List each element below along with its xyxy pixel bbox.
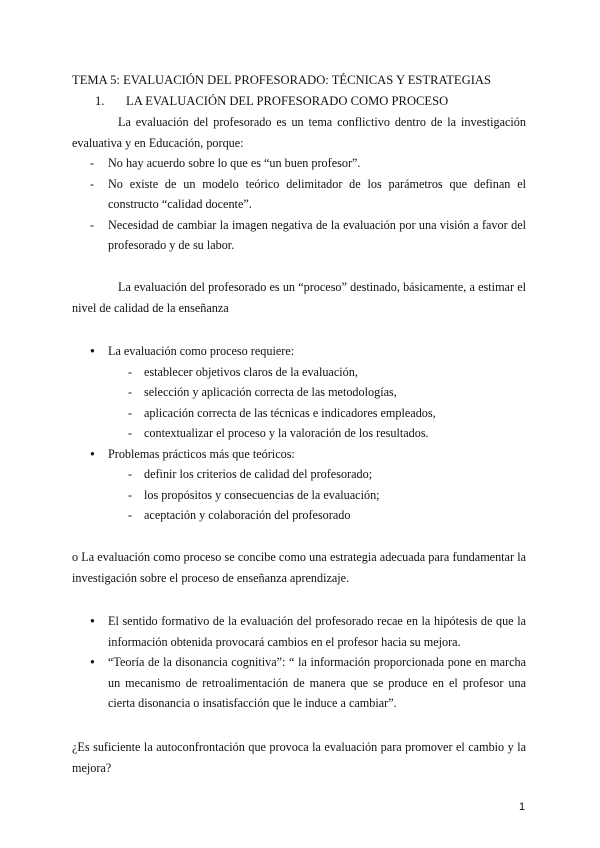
page-title: TEMA 5: EVALUACIÓN DEL PROFESORADO: TÉCNICAS Y ESTRATEGIAS (72, 73, 491, 87)
list-item: - No hay acuerdo sobre lo que es “un buen profesor”. (72, 153, 526, 174)
list-item: ● “Teoría de la disonancia cognitiva”: “ la información proporcionada pone en marcha un mecanismo de retroalimentación de manera que se produce en el profesor una cierta disonancia o insatisfacción que le induce a cambiar”. (72, 652, 526, 714)
intro-paragraph: La evaluación del profesorado es un tema conflictivo dentro de la investigación evaluativa y en Educación, porque: (72, 115, 526, 150)
list-item: - establecer objetivos claros de la evaluación, (72, 362, 526, 383)
reasons-list (72, 153, 526, 256)
list-item: - No existe de un modelo teórico delimitador de los parámetros que definan el constructo “calidad docente”. (72, 174, 526, 215)
page-number: 1 (519, 801, 526, 813)
list-item: - selección y aplicación correcta de las metodologías, (72, 382, 526, 403)
process-bullets (72, 341, 526, 526)
strategy-paragraph: o La evaluación como proceso se concibe como una estrategia adecuada para fundamentar la investigación sobre el proceso de enseñanza aprendizaje. (72, 550, 526, 585)
list-item: - contextualizar el proceso y la valoración de los resultados. (72, 423, 526, 444)
list-item: - los propósitos y consecuencias de la evaluación; (72, 485, 526, 506)
process-requires-sublist (72, 362, 526, 444)
section-heading (95, 91, 448, 112)
practical-problems-sublist (72, 464, 526, 526)
section-heading-text: LA EVALUACIÓN DEL PROFESORADO COMO PROCESO (126, 94, 449, 108)
practical-problems-label: Problemas prácticos más que teóricos: (108, 446, 295, 461)
list-item: ● El sentido formativo de la evaluación del profesorado recae en la hipótesis de que la información obtenida provocará cambios en el profesor hacia su mejora. (72, 611, 526, 652)
section-number: 1. (95, 94, 105, 108)
list-item: - aceptación y colaboración del profesorado (72, 505, 526, 526)
process-requires-label: La evaluación como proceso requiere: (108, 344, 295, 358)
definition-paragraph: La evaluación del profesorado es un “proceso” destinado, básicamente, a estimar el nivel de calidad de la enseñanza (72, 280, 526, 315)
formative-bullets (72, 611, 526, 714)
practical-problems-item (72, 444, 526, 526)
list-item: - Necesidad de cambiar la imagen negativa de la evaluación por una visión a favor del profesorado y de su labor. (72, 215, 526, 256)
question-paragraph: ¿Es suficiente la autoconfrontación que provoca la evaluación para promover el cambio y la mejora? (72, 740, 526, 775)
list-item: - aplicación correcta de las técnicas e indicadores empleados, (72, 403, 526, 424)
list-item: - definir los criterios de calidad del profesorado; (72, 464, 526, 485)
process-requires-item (72, 341, 526, 444)
